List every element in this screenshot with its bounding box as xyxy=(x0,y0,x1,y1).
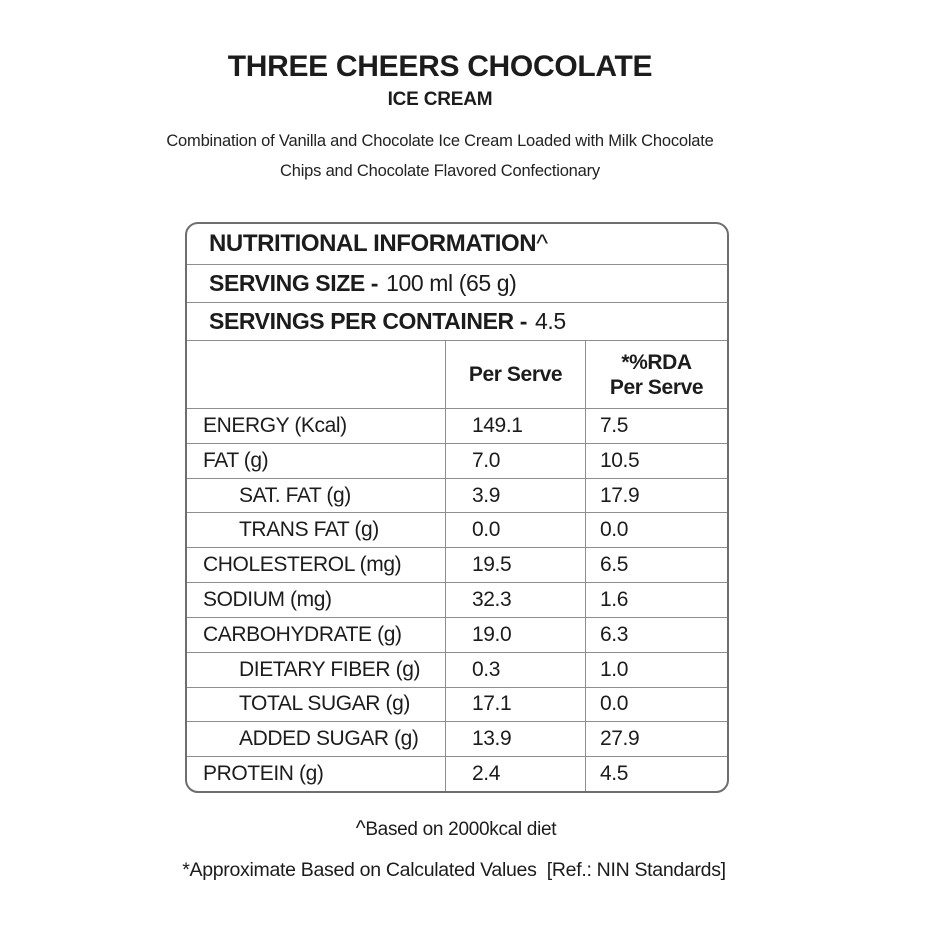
product-description-line1: Combination of Vanilla and Chocolate Ice Cream Loaded with Milk Chocolate xyxy=(166,132,714,150)
table-row-trans-fat xyxy=(187,512,727,547)
rda-header-line2: Per Serve xyxy=(609,375,704,399)
per-serve-value: 2.4 xyxy=(445,757,585,791)
per-serve-value: 0.3 xyxy=(445,653,585,687)
per-serve-value: 19.5 xyxy=(445,548,585,582)
nutrient-label: PROTEIN (g) xyxy=(203,762,324,786)
nutrient-label: ADDED SUGAR (g) xyxy=(239,727,419,751)
rda-value: 0.0 xyxy=(585,688,727,722)
nutrient-label: FAT (g) xyxy=(203,448,269,472)
per-serve-value: 149.1 xyxy=(445,409,585,443)
per-serve-value: 13.9 xyxy=(445,722,585,756)
table-row-sodium xyxy=(187,582,727,617)
table-row-dietary-fiber xyxy=(187,652,727,687)
per-serve-value: 17.1 xyxy=(445,688,585,722)
serving-size-label: SERVING SIZE - xyxy=(209,270,379,296)
footnote-diet-mark: ^ xyxy=(355,817,366,840)
footnote-diet-text: Based on 2000kcal diet xyxy=(365,819,557,840)
table-row-fat xyxy=(187,443,727,478)
servings-per-container-label: SERVINGS PER CONTAINER - xyxy=(209,308,527,334)
serving-size-row xyxy=(187,264,727,302)
rda-value: 17.9 xyxy=(585,479,727,513)
table-row-total-sugar xyxy=(187,687,727,722)
nutrition-table xyxy=(185,222,729,793)
table-row-carbohydrate xyxy=(187,617,727,652)
servings-per-container-value: 4.5 xyxy=(534,308,566,334)
nutrient-label: CHOLESTEROL (mg) xyxy=(203,553,402,577)
rda-header-line1: *%RDA xyxy=(621,350,692,374)
nutrient-label: SODIUM (mg) xyxy=(203,587,332,611)
rda-value: 10.5 xyxy=(585,444,727,478)
rda-value: 27.9 xyxy=(585,722,727,756)
nutrient-label: TOTAL SUGAR (g) xyxy=(239,692,410,716)
table-row-protein xyxy=(187,756,727,791)
servings-per-container-row xyxy=(187,302,727,340)
footnote-diet xyxy=(0,817,912,841)
per-serve-value: 19.0 xyxy=(445,618,585,652)
table-row-added-sugar xyxy=(187,721,727,756)
table-row-sat-fat xyxy=(187,478,727,513)
column-header-rda xyxy=(585,341,727,408)
product-subtitle-wrap xyxy=(0,89,880,111)
per-serve-value: 32.3 xyxy=(445,583,585,617)
rda-value: 4.5 xyxy=(585,757,727,791)
column-header-per-serve xyxy=(445,341,585,408)
per-serve-value: 3.9 xyxy=(445,479,585,513)
column-header-row xyxy=(187,340,727,408)
nutrient-label: TRANS FAT (g) xyxy=(239,518,379,542)
per-serve-value: 0.0 xyxy=(445,513,585,547)
nutrient-label: DIETARY FIBER (g) xyxy=(239,657,421,681)
footnote-approximate: *Approximate Based on Calculated Values [Ref.: NIN Standards] xyxy=(182,859,726,881)
rda-value: 1.6 xyxy=(585,583,727,617)
rda-value: 7.5 xyxy=(585,409,727,443)
serving-size-value: 100 ml (65 g) xyxy=(386,270,517,296)
rda-value: 6.5 xyxy=(585,548,727,582)
table-title-row xyxy=(187,224,727,264)
table-title-footnote-mark: ^ xyxy=(536,229,548,258)
nutrient-label: ENERGY (Kcal) xyxy=(203,413,347,437)
table-row-cholesterol xyxy=(187,547,727,582)
nutrient-label: SAT. FAT (g) xyxy=(239,483,351,507)
table-title: NUTRITIONAL INFORMATION xyxy=(209,230,537,257)
product-title: THREE CHEERS CHOCOLATE xyxy=(227,50,653,83)
table-row-energy xyxy=(187,408,727,443)
product-description-line2: Chips and Chocolate Flavored Confectionary xyxy=(280,162,600,180)
rda-value: 6.3 xyxy=(585,618,727,652)
rda-value: 0.0 xyxy=(585,513,727,547)
product-subtitle: ICE CREAM xyxy=(387,89,493,110)
column-header-empty xyxy=(187,341,445,408)
per-serve-value: 7.0 xyxy=(445,444,585,478)
per-serve-header-label: Per Serve xyxy=(468,363,563,386)
product-description xyxy=(0,126,880,186)
nutrient-label: CARBOHYDRATE (g) xyxy=(203,622,402,646)
product-title-wrap xyxy=(0,50,880,84)
rda-value: 1.0 xyxy=(585,653,727,687)
